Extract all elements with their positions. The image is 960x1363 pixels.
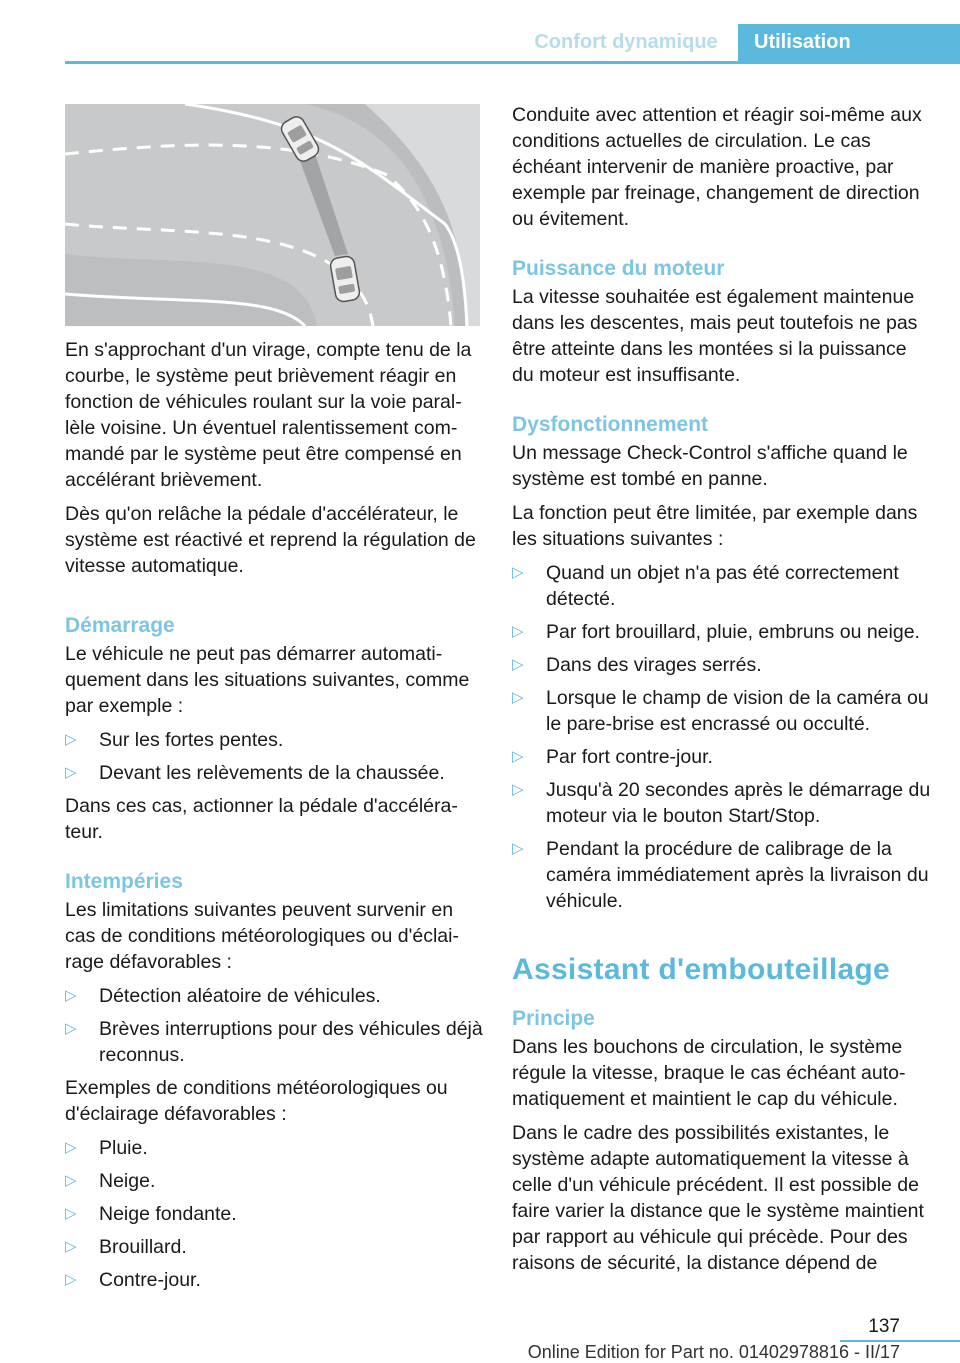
- list-item: ▷ Par fort contre-jour.: [512, 746, 713, 768]
- paragraph: La fonction peut être limitée, par exemple dans les situations suivantes :: [512, 502, 918, 550]
- section-heading-demarrage: Démarrage: [65, 614, 175, 637]
- list-item: ▷ Neige.: [65, 1170, 156, 1192]
- page-number: 137: [868, 1316, 900, 1337]
- section-heading-principe: Principe: [512, 1007, 595, 1030]
- paragraph: Dans le cadre des possibilités existantes, le système adapte automatiquement la vitesse à celle d'un véhicule précédent. Il est possible de faire varier la distance que le système maintient par rapport au véhicule qui précède. Pour des raisons de sécurité, la distance dépend de: [512, 1122, 924, 1274]
- chapter-heading-assistant: Assistant d'embouteillage: [512, 953, 891, 986]
- triangle-bullet-icon: ▷: [65, 731, 77, 748]
- list-item: ▷ Neige fondante.: [65, 1203, 237, 1225]
- triangle-bullet-icon: ▷: [65, 1238, 77, 1255]
- list-item: ▷ Devant les relèvements de la chaussée.: [65, 762, 445, 784]
- list-item: ▷ Pluie.: [65, 1137, 148, 1159]
- road-curve-cars-illustration: [65, 104, 480, 326]
- triangle-bullet-icon: ▷: [512, 564, 524, 581]
- paragraph: Conduite avec attention et réagir soi-même aux conditions actuelles de circulation. Le cas échéant intervenir de manière proactive, par exemple par freinage, changement de direction ou évitement.: [512, 104, 922, 230]
- footer-edition: Online Edition for Part no. 01402978816 - II/17: [527, 1342, 900, 1362]
- triangle-bullet-icon: ▷: [65, 1205, 77, 1222]
- paragraph: Les limitations suivantes peuvent survenir en cas de conditions météorologiques ou d'éclairage défavorables :: [65, 899, 459, 973]
- paragraph: En s'approchant d'un virage, compte tenu de la courbe, le système peut brièvement réagir en fonction de véhicules roulant sur la voie parallèle voisine. Un éventuel ralentissement commandé par le système peut être compensé en accélérant brièvement.: [65, 339, 472, 491]
- triangle-bullet-icon: ▷: [65, 764, 77, 781]
- bullet-list: [65, 1135, 485, 1293]
- triangle-bullet-icon: ▷: [512, 689, 524, 706]
- paragraph: Le véhicule ne peut pas démarrer automatiquement dans les situations suivantes, comme par exemple :: [65, 643, 470, 717]
- bullet-list: [65, 727, 485, 786]
- triangle-bullet-icon: ▷: [65, 1172, 77, 1189]
- list-item: ▷ Brouillard.: [65, 1236, 187, 1258]
- section-heading-intemperies: Intempéries: [65, 870, 183, 893]
- triangle-bullet-icon: ▷: [65, 1139, 77, 1156]
- header-rule: [65, 61, 960, 64]
- list-item: ▷ Contre-jour.: [65, 1269, 201, 1291]
- list-item: ▷ Lorsque le champ de vision de la caméra ou le pare-brise est encrassé ou occulté.: [512, 687, 929, 735]
- paragraph: Dans les bouchons de circulation, le système régule la vitesse, braque le cas échéant automatiquement et maintient le cap du véhicule.: [512, 1036, 906, 1110]
- list-item: ▷ Jusqu'à 20 secondes après le démarrage du moteur via le bouton Start/Stop.: [512, 779, 931, 827]
- list-item: ▷ Détection aléatoire de véhicules.: [65, 985, 381, 1007]
- triangle-bullet-icon: ▷: [65, 1020, 77, 1037]
- left-column: [65, 337, 485, 1293]
- list-item: ▷ Pendant la procédure de calibrage de la caméra immédiatement après la livraison du véhicule.: [512, 838, 929, 912]
- right-column: [512, 102, 932, 1276]
- triangle-bullet-icon: ▷: [512, 840, 524, 857]
- paragraph: Dans ces cas, actionner la pédale d'accélérateur.: [65, 795, 458, 843]
- list-item: ▷ Sur les fortes pentes.: [65, 729, 284, 751]
- triangle-bullet-icon: ▷: [512, 781, 524, 798]
- paragraph: La vitesse souhaitée est également maintenue dans les descentes, mais peut toutefois ne pas être atteinte dans les montées si la puissance du moteur est insuffisante.: [512, 286, 918, 386]
- section-heading-dysfonctionnement: Dysfonctionnement: [512, 413, 709, 436]
- list-item: ▷ Par fort brouillard, pluie, embruns ou neige.: [512, 621, 920, 643]
- bullet-list: [65, 983, 485, 1068]
- section-heading-puissance: Puissance du moteur: [512, 257, 725, 280]
- paragraph: Exemples de conditions météorologiques ou d'éclairage défavorables :: [65, 1077, 448, 1125]
- list-item: ▷ Brèves interruptions pour des véhicules déjà reconnus.: [65, 1018, 483, 1066]
- section-tab: Confort dynamique: [534, 31, 718, 53]
- triangle-bullet-icon: ▷: [65, 987, 77, 1004]
- triangle-bullet-icon: ▷: [512, 748, 524, 765]
- chapter-tab: Utilisation: [738, 24, 960, 61]
- bullet-list: [512, 560, 932, 914]
- triangle-bullet-icon: ▷: [512, 656, 524, 673]
- paragraph: Un message Check-Control s'affiche quand le système est tombé en panne.: [512, 442, 908, 490]
- triangle-bullet-icon: ▷: [65, 1271, 77, 1288]
- paragraph: Dès qu'on relâche la pédale d'accélérateur, le système est réactivé et reprend la régulation de vitesse automatique.: [65, 503, 476, 577]
- list-item: ▷ Quand un objet n'a pas été correctement détecté.: [512, 562, 899, 610]
- triangle-bullet-icon: ▷: [512, 623, 524, 640]
- list-item: ▷ Dans des virages serrés.: [512, 654, 762, 676]
